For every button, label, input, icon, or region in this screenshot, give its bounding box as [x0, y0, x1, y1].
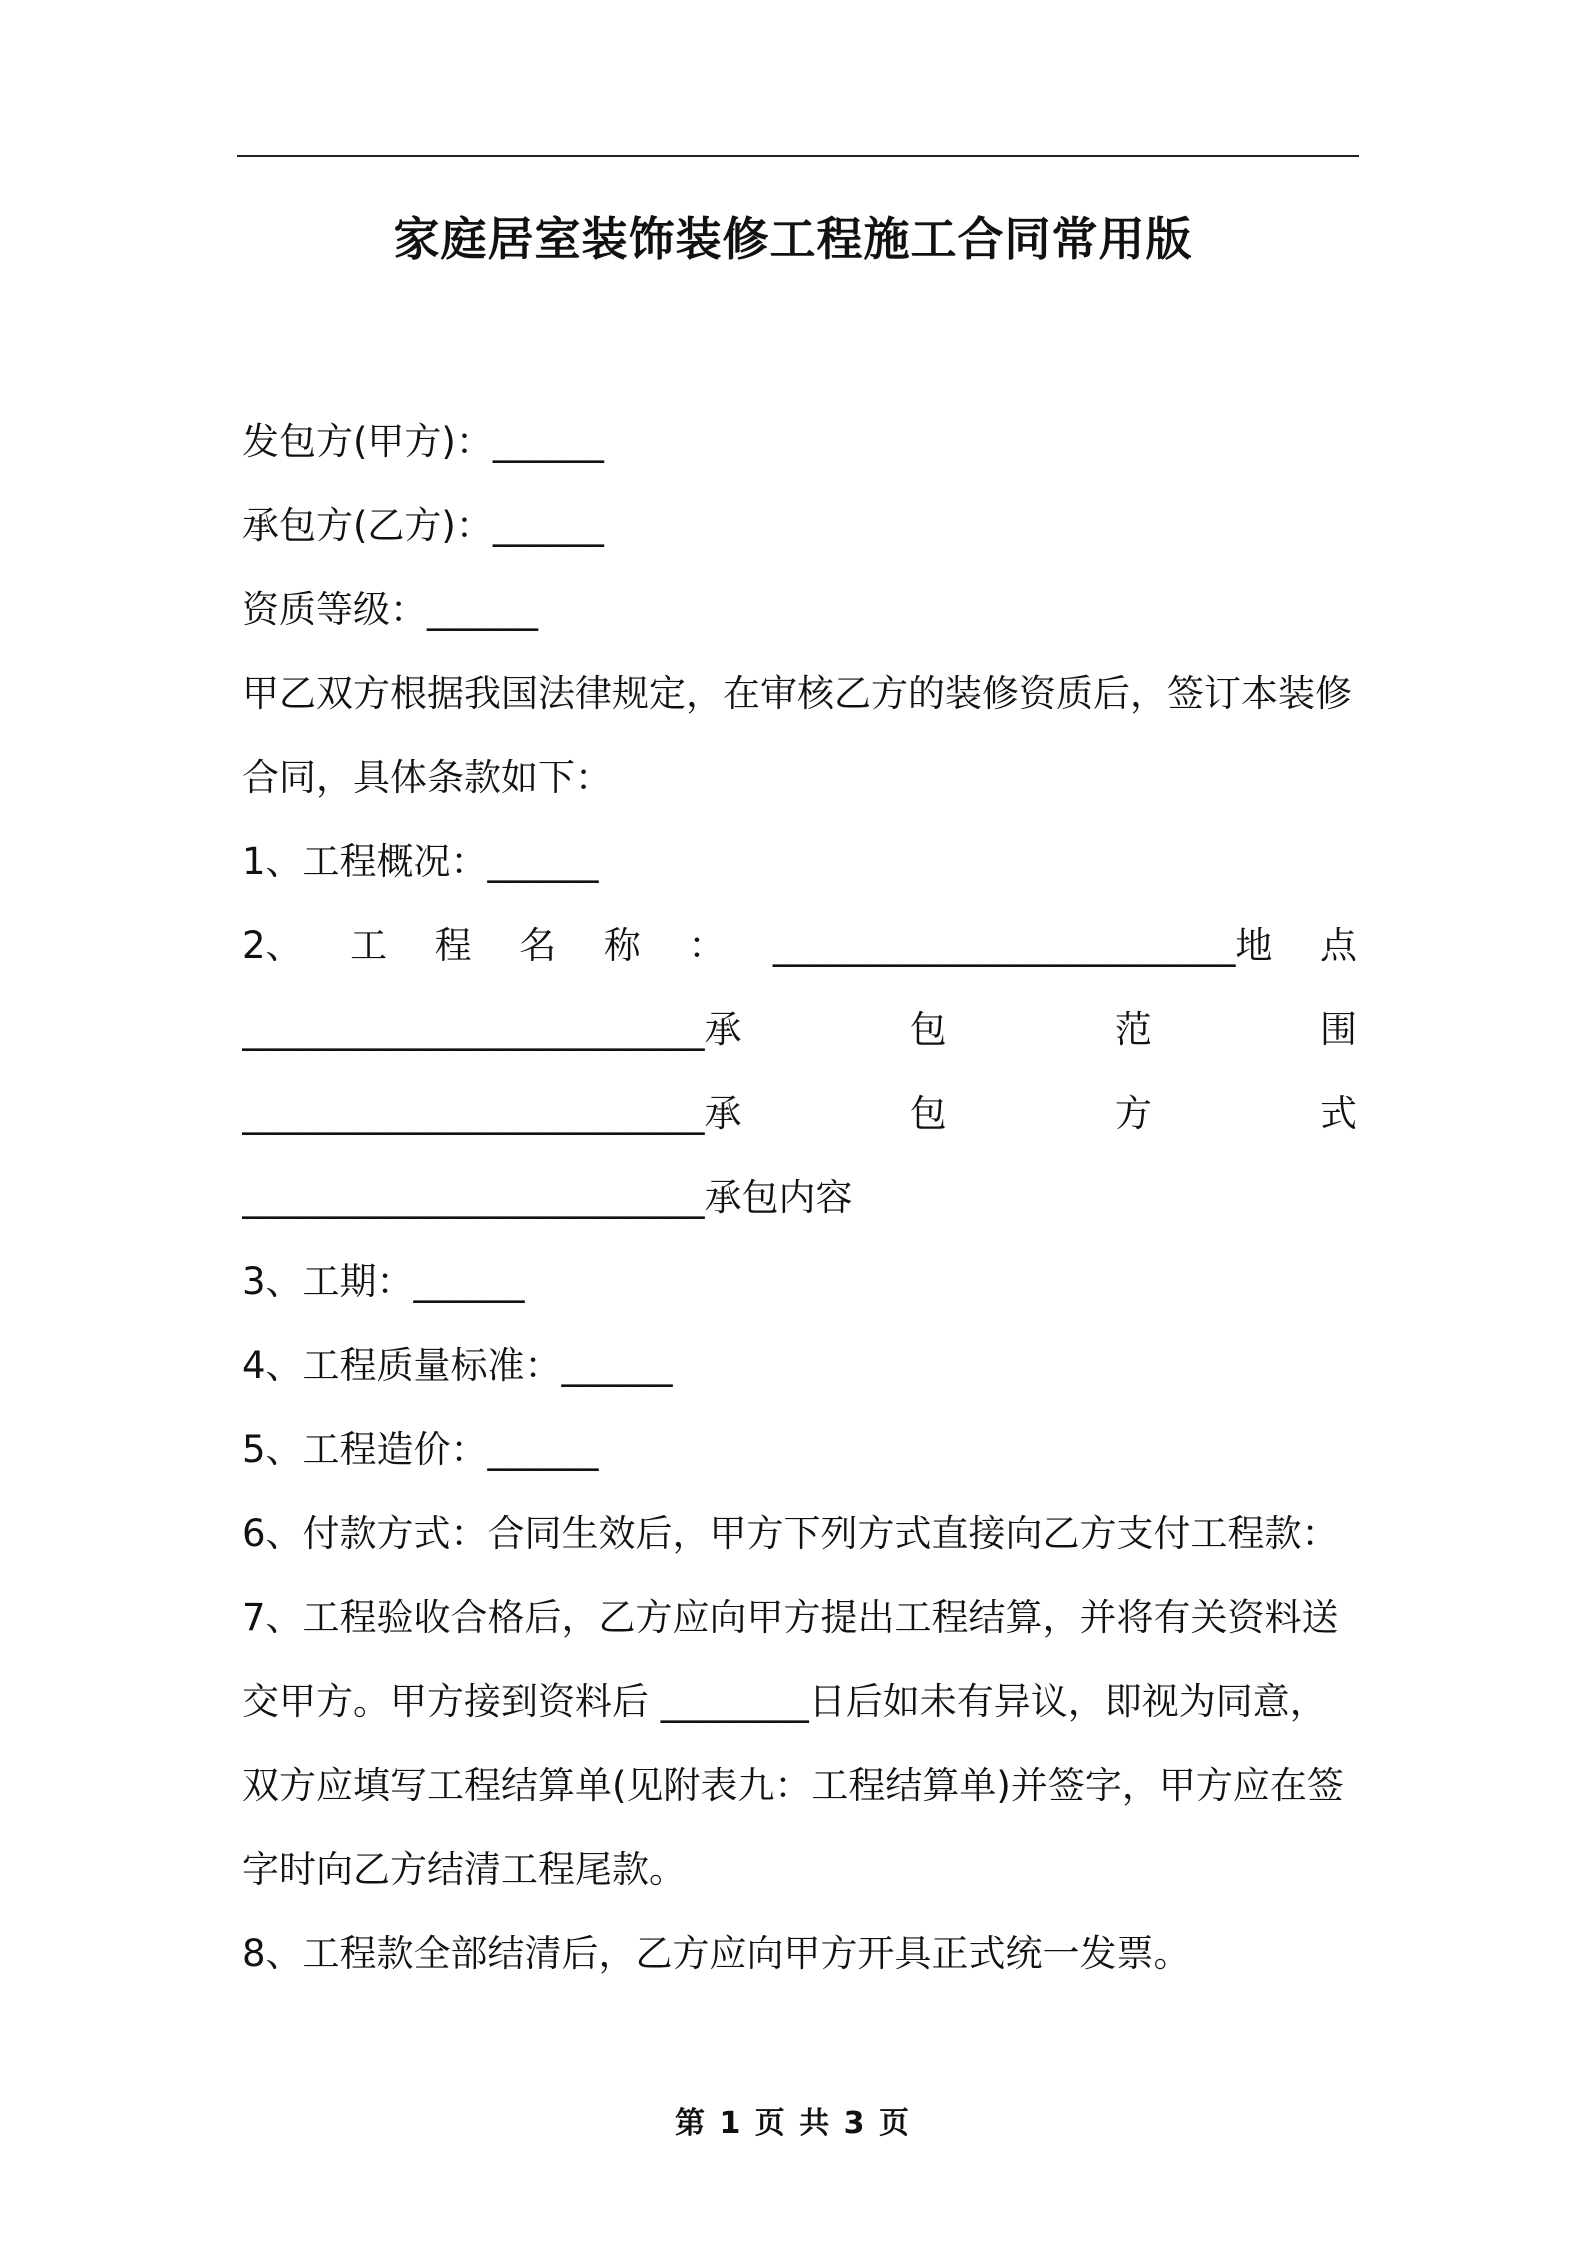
- clause-7-line-1: 7、工程验收合格后，乙方应向甲方提出工程结算，并将有关资料送: [242, 1596, 1339, 1639]
- qualification-line: 资质等级：______: [242, 588, 538, 631]
- clause-7-line-2: 交甲方。甲方接到资料后 ________日后如未有异议，即视为同意，: [242, 1680, 1327, 1723]
- clause-6-payment: 6、付款方式：合同生效后，甲方下列方式直接向乙方支付工程款：: [242, 1512, 1339, 1555]
- clause-2-token: 2、: [242, 924, 303, 967]
- clause-2-token: 程: [434, 924, 472, 967]
- page-footer: 第 1 页 共 3 页: [675, 2106, 911, 2141]
- clause-2-token: _________________________承: [242, 1092, 742, 1135]
- clause-2-token: 围: [1319, 1008, 1357, 1051]
- clause-2-row-2: [242, 988, 1357, 1072]
- clause-2-token: 点: [1319, 924, 1357, 967]
- clause-2-token: 方: [1114, 1092, 1152, 1135]
- party-b-line: 承包方(乙方)：______: [242, 504, 604, 547]
- clause-2-token: 名: [519, 924, 557, 967]
- clause-2-token: 包: [909, 1092, 947, 1135]
- clause-2-token: 称: [603, 924, 641, 967]
- clause-2-token: 工: [350, 924, 388, 967]
- clause-2-token: ：: [688, 924, 726, 967]
- clause-4-quality: 4、工程质量标准：______: [242, 1344, 673, 1387]
- clause-8-invoice: 8、工程款全部结清后，乙方应向甲方开具正式统一发票。: [242, 1932, 1191, 1975]
- clause-1-overview: 1、工程概况：______: [242, 840, 599, 883]
- clause-2-token: 包: [909, 1008, 947, 1051]
- clause-5-cost: 5、工程造价：______: [242, 1428, 599, 1471]
- clause-2-token: _________________________承: [242, 1008, 742, 1051]
- header-rule: [237, 155, 1359, 157]
- document-title: 家庭居室装饰装修工程施工合同常用版: [393, 212, 1193, 266]
- clause-2-token: 范: [1114, 1008, 1152, 1051]
- party-a-line: 发包方(甲方)：______: [242, 420, 604, 463]
- clause-2-row-4: _________________________承包内容: [242, 1176, 853, 1219]
- clause-2-token: 式: [1319, 1092, 1357, 1135]
- preamble-line-1: 甲乙双方根据我国法律规定，在审核乙方的装修资质后，签订本装修: [242, 672, 1352, 715]
- preamble-line-2: 合同，具体条款如下：: [242, 756, 612, 799]
- clause-7-line-3: 双方应填写工程结算单(见附表九：工程结算单)并签字，甲方应在签: [242, 1764, 1344, 1807]
- clause-7-line-4: 字时向乙方结清工程尾款。: [242, 1848, 686, 1891]
- clause-2-row-3: [242, 1072, 1357, 1156]
- clause-3-duration: 3、工期：______: [242, 1260, 525, 1303]
- document-body: [242, 400, 1357, 1996]
- clause-2-token: _________________________地: [772, 924, 1273, 967]
- clause-2-row-1: [242, 904, 1357, 988]
